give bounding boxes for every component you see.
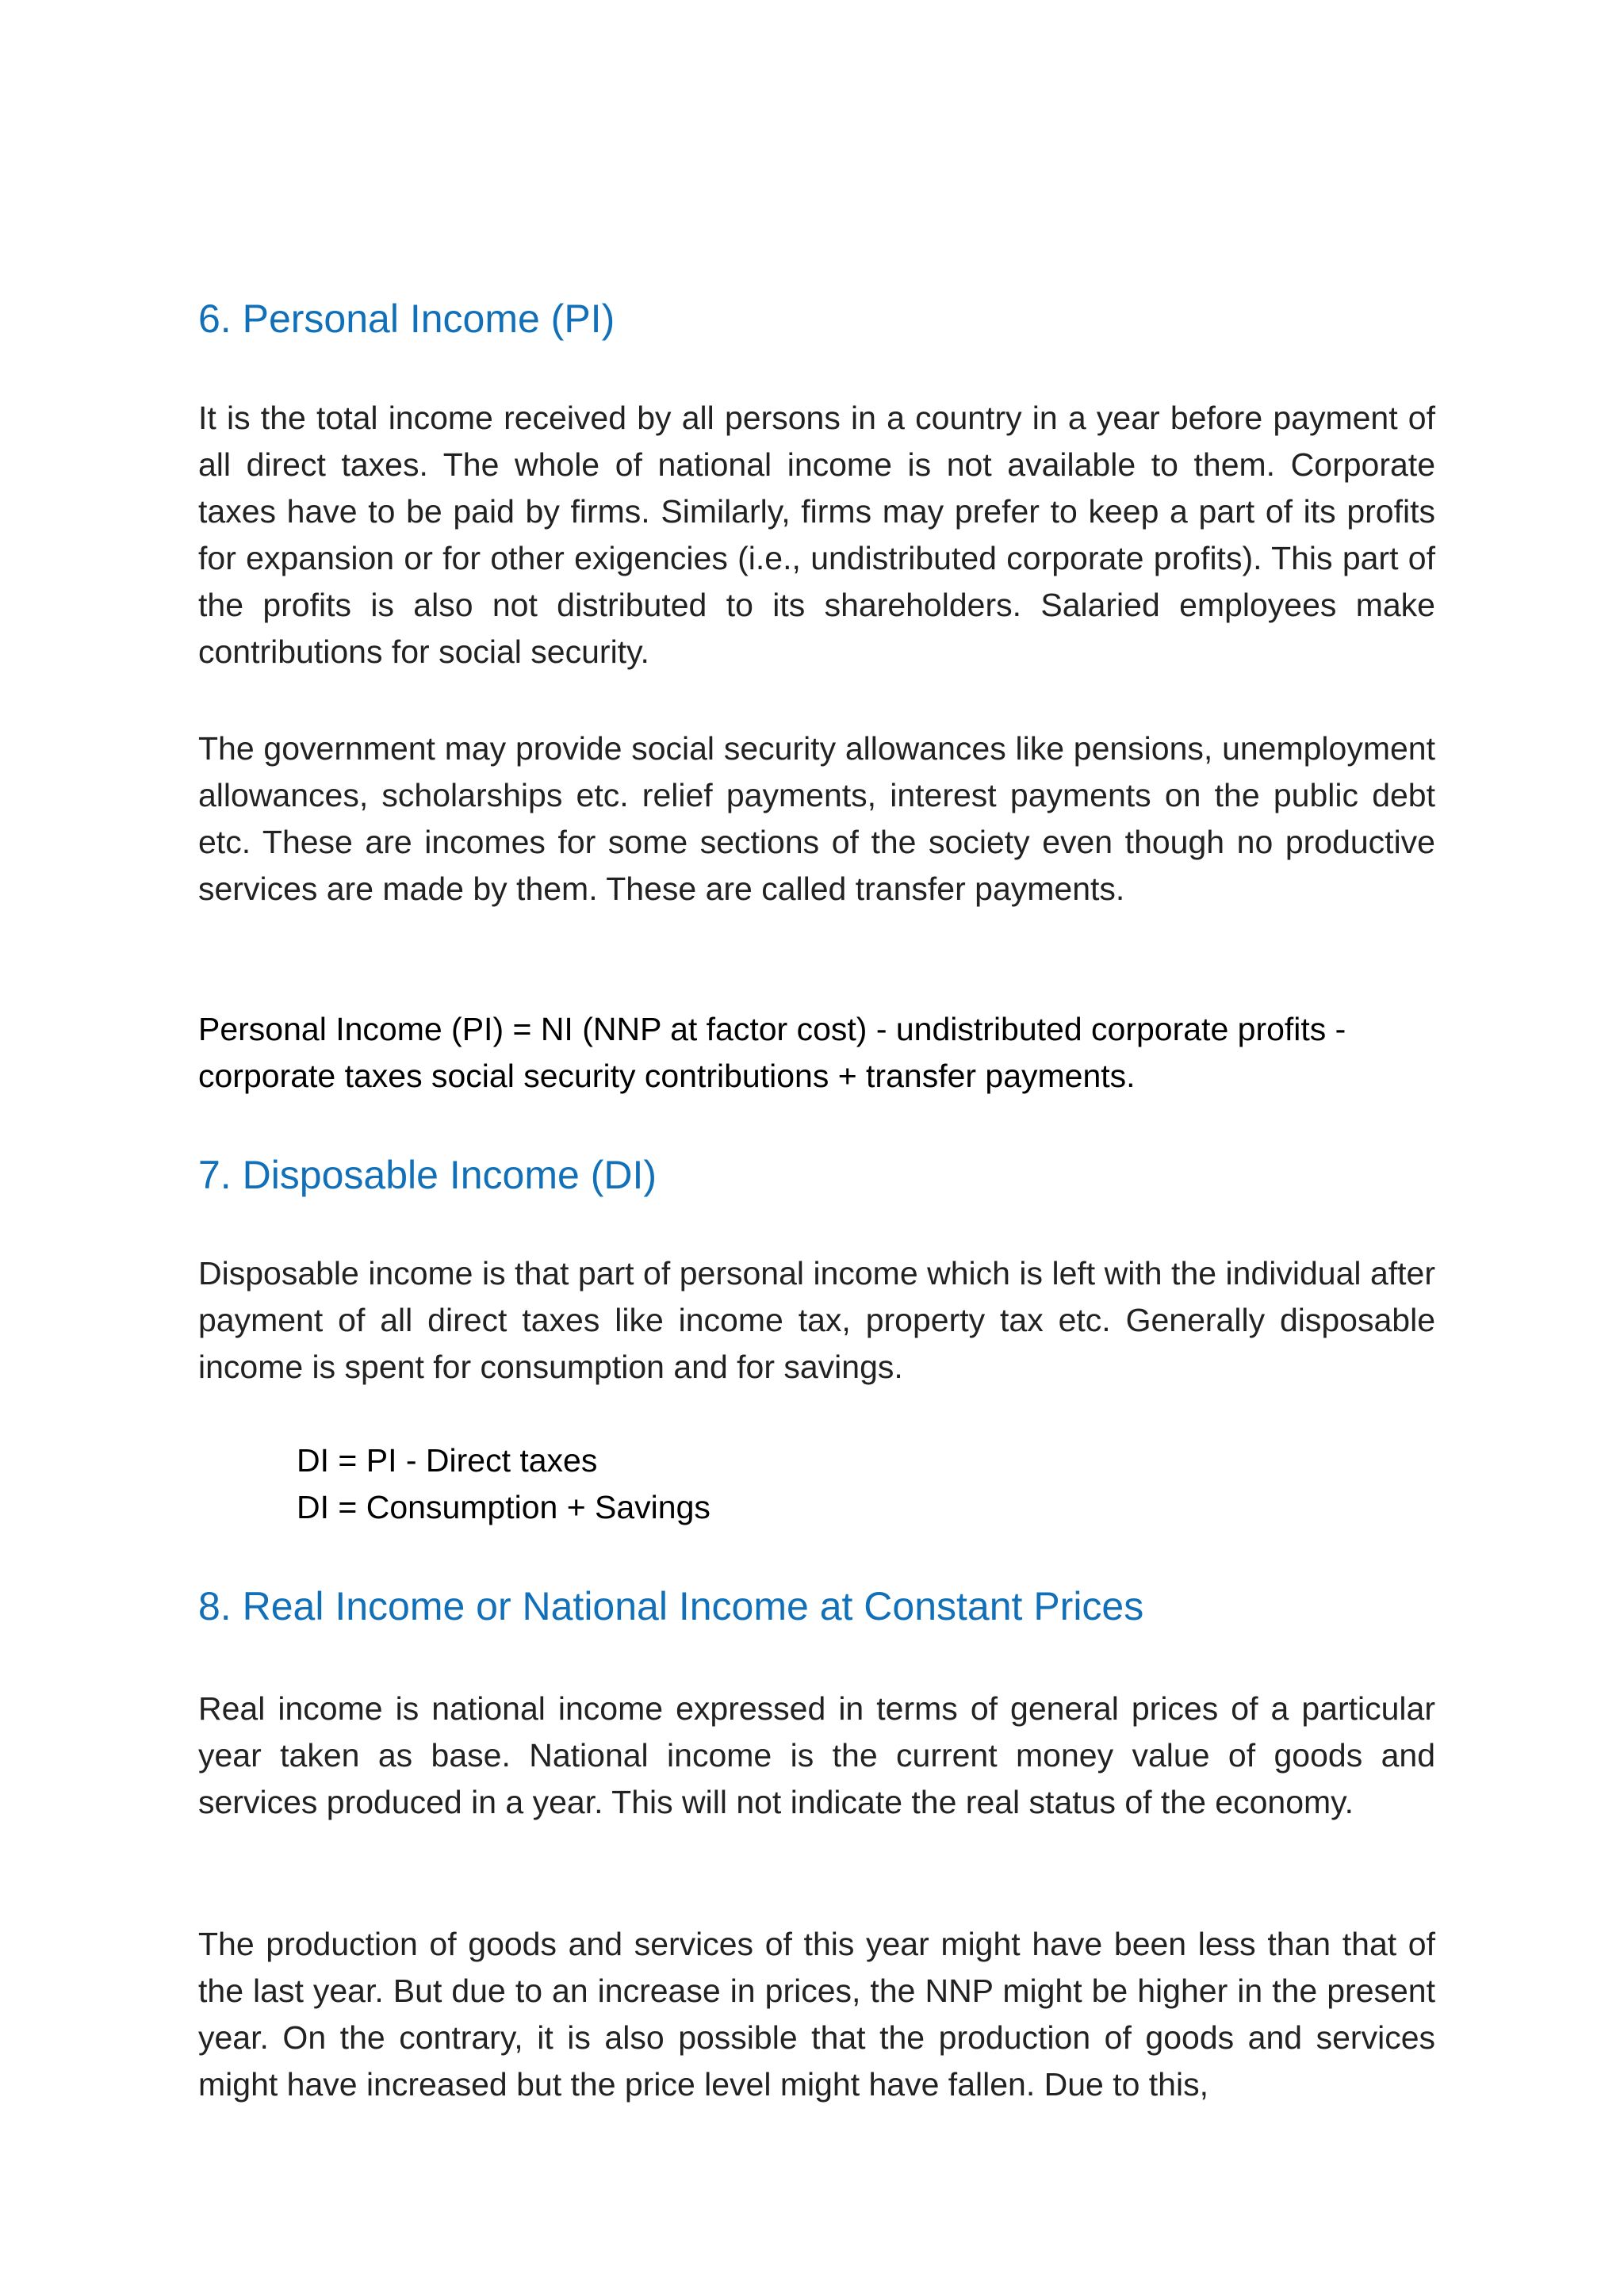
formula-line: corporate taxes social security contributions + transfer payments. [198,1058,1136,1094]
paragraph-real-income-definition: Real income is national income expressed in terms of general prices of a particular year taken as base. National income is the current money value of goods and services produced in a year. This will not indicate the real status of the economy. [198,1690,1435,1820]
formula-line: Personal Income (PI) = NI (NNP at factor cost) - undistributed corporate profits - [198,1011,1346,1047]
formula-disposable-income [297,1437,1534,1531]
section-heading-disposable-income: 7. Disposable Income (DI) [198,1153,657,1197]
formula-personal-income [198,1006,1435,1100]
paragraph-production-prices: The production of goods and services of this year might have been less than that of the last year. But due to an increase in prices, the NNP might be higher in the present year. On the contrary, it is also possible that the production of goods and services might have increased but the price level might have fallen. Due to this, [198,1926,1435,2103]
paragraph-di-definition: Disposable income is that part of personal income which is left with the individual after payment of all direct taxes like income tax, property tax etc. Generally disposable income is spent for consumption and for savings. [198,1255,1435,1385]
formula-line: DI = PI - Direct taxes [297,1442,598,1479]
paragraph-transfer-payments: The government may provide social security allowances like pensions, unemployment allowances, scholarships etc. relief payments, interest payments on the public debt etc. These are incomes for some sections of the society even though no productive services are made by them. These are called transfer payments. [198,730,1435,907]
paragraph-pi-definition: It is the total income received by all persons in a country in a year before payment of all direct taxes. The whole of national income is not available to them. Corporate taxes have to be paid by firms. Similarly, firms may prefer to keep a part of its profits for expansion or for other exigencies (i.e., undistributed corporate profits). This part of the profits is also not distributed to its shareholders. Salaried employees make contributions for social security. [198,400,1435,670]
section-heading-real-income: 8. Real Income or National Income at Constant Prices [198,1584,1144,1628]
section-heading-personal-income: 6. Personal Income (PI) [198,297,615,341]
formula-line: DI = Consumption + Savings [297,1489,710,1525]
